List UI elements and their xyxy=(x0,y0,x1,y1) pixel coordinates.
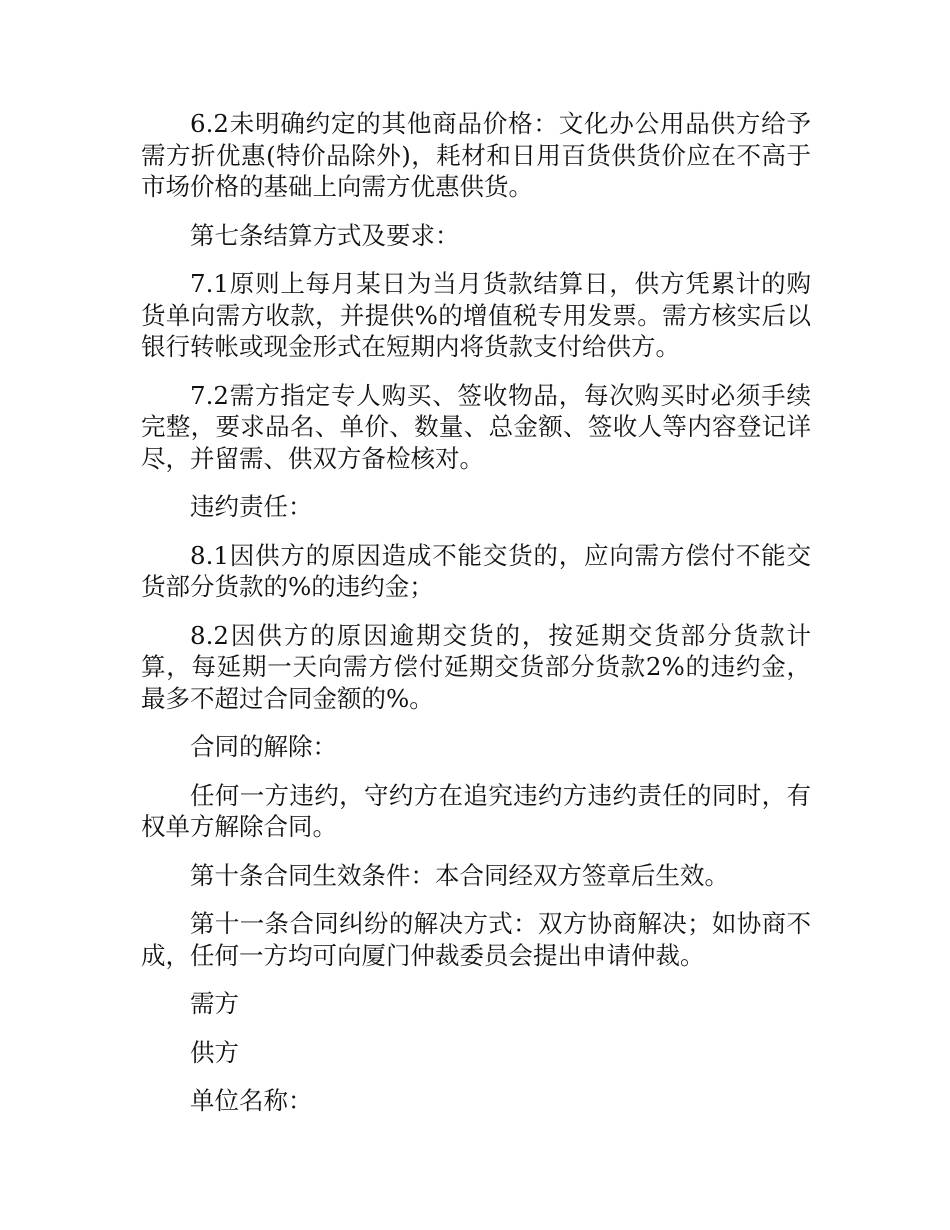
paragraph-7-1-settlement-date: 7.1原则上每月某日为当月货款结算日，供方凭累计的购货单向需方收款，并提供%的增值税专用发票。需方核实后以银行转帐或现金形式在短期内将货款支付给供方。 xyxy=(141,269,811,361)
document-body xyxy=(141,108,811,1134)
signature-unit-name-label: 单位名称： xyxy=(190,1086,313,1115)
heading-breach-liability: 违约责任： xyxy=(190,492,313,521)
signature-party-buyer: 需方 xyxy=(190,989,239,1018)
heading-contract-termination: 合同的解除： xyxy=(190,732,337,761)
paragraph-7-2-designated-buyer: 7.2需方指定专人购买、签收物品，每次购买时必须手续完整，要求品名、单价、数量、总金额、签收人等内容登记详尽，并留需、供双方备检核对。 xyxy=(141,380,811,473)
paragraph-article-10-effectiveness: 第十条合同生效条件：本合同经双方签章后生效。 xyxy=(190,860,729,890)
paragraph-6-2-pricing: 6.2未明确约定的其他商品价格：文化办公用品供方给予需方折优惠(特价品除外)，耗材和日用百货供货价应在不高于市场价格的基础上向需方优惠供货。 xyxy=(141,109,811,201)
paragraph-termination-right: 任何一方违约，守约方在追究违约方违约责任的同时，有权单方解除合同。 xyxy=(141,780,811,841)
paragraph-8-1-failure-to-deliver: 8.1因供方的原因造成不能交货的，应向需方偿付不能交货部分货款的%的违约金； xyxy=(141,540,811,601)
paragraph-article-11-disputes: 第十一条合同纠纷的解决方式：双方协商解决；如协商不成，任何一方均可向厦门仲裁委员会提出申请仲裁。 xyxy=(141,909,811,970)
heading-article-7-settlement: 第七条结算方式及要求： xyxy=(190,220,460,250)
signature-party-supplier: 供方 xyxy=(190,1037,239,1067)
paragraph-8-2-late-delivery: 8.2因供方的原因逾期交货的，按延期交货部分货款计算，每延期一天向需方偿付延期交货部分货款2%的违约金，最多不超过合同金额的%。 xyxy=(141,620,811,713)
